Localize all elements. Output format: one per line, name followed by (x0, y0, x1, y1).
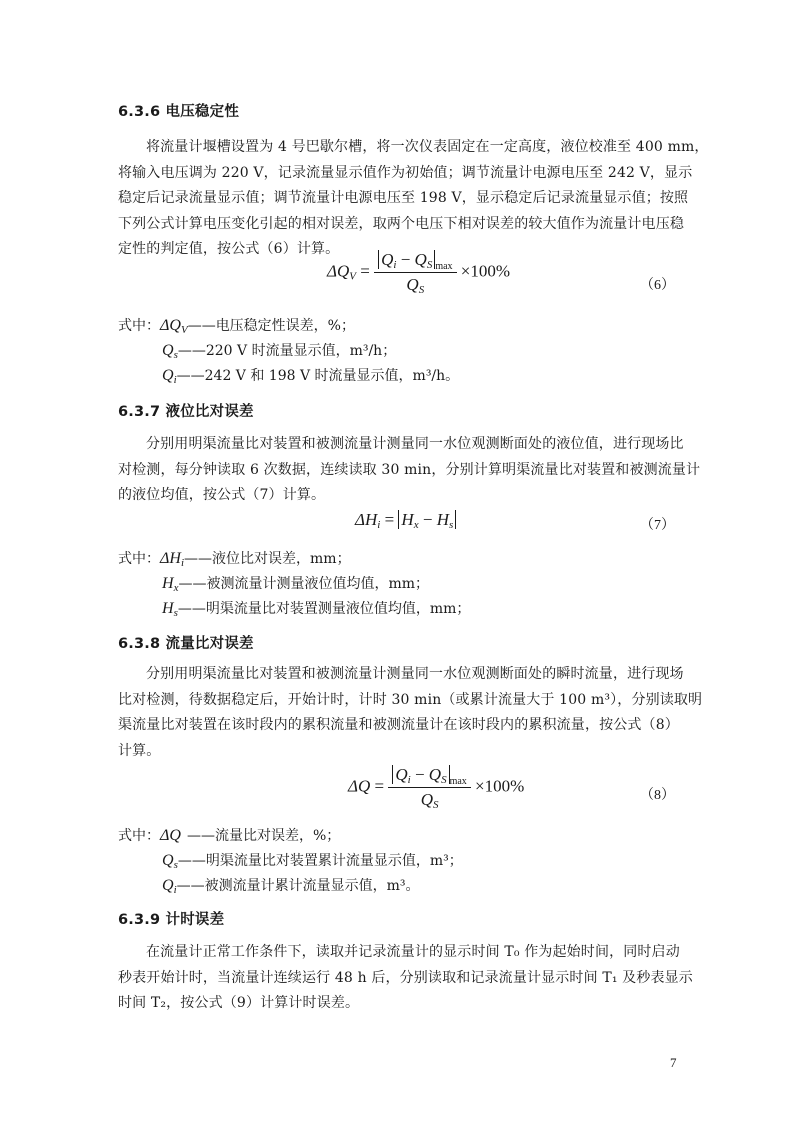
definition-row: $H_x——$被测流量计测量液位值均值，mm； (162, 575, 430, 594)
definition-text: ——明渠流量比对装置测量液位值均值，mm； (177, 601, 471, 617)
definition-text: ——明渠流量比对装置累计流量显示值，m³； (177, 853, 463, 869)
paragraph-line: 秒表开始计时，当流量计连续运行 48 h 后，分别读取和记录流量计显示时间 T₁ 及秒表显示 (118, 969, 693, 986)
definition-row: 式中：ΔQ ——流量比对误差，%； (118, 827, 341, 844)
equation-number-6: （6） (640, 278, 675, 293)
paragraph-line: 将流量计堰槽设置为 4 号巴歇尔槽，将一次仪表固定在一定高度，液位校准至 400 mm， (146, 139, 709, 155)
equation-number-7: （7） (640, 518, 675, 533)
definition-row: 式中：$\Delta H_i——$液位比对误差，mm； (118, 550, 351, 569)
definition-text: ——220 V 时流量显示值，m³/h； (177, 343, 397, 359)
definition-text: ——被测流量计测量液位值均值，mm； (178, 576, 430, 592)
definitions-prefix: 式中： (118, 318, 160, 334)
definition-text: ——液位比对误差，mm； (184, 551, 351, 567)
paragraph-line: 下列公式计算电压变化引起的相对误差，取两个电压下相对误差的较大值作为流量计电压稳 (118, 215, 684, 232)
paragraph-line: 将输入电压调为 220 V，记录流量显示值作为初始值；调节流量计电源电压至 242 V，显示 (118, 164, 693, 181)
section-heading-6-3-6: 6.3.6 电压稳定性 (118, 104, 240, 120)
paragraph-line: 在流量计正常工作条件下，读取并记录流量计的显示时间 T₀ 作为起始时间，同时启动 (146, 944, 680, 960)
page-number: 7 (670, 1055, 677, 1070)
formula-8: ΔQ = $\frac{Q_i - Q_S _{max}}{Q_S}$ ×100% (348, 765, 525, 811)
paragraph-line: 对检测，每分钟读取 6 次数据，连续读取 30 min，分别计算明渠流量比对装置和被测流量计 (118, 461, 701, 478)
section-heading-6-3-9: 6.3.9 计时误差 (118, 912, 225, 928)
definition-row: $Q_s——$明渠流量比对装置累计流量显示值，m³； (162, 852, 463, 871)
section-heading-6-3-7: 6.3.7 液位比对误差 (118, 404, 254, 420)
section-heading-6-3-8: 6.3.8 流量比对误差 (118, 636, 254, 652)
paragraph-line: 时间 T₂，按公式（9）计算计时误差。 (118, 995, 360, 1011)
paragraph-line: 定性的判定值，按公式（6）计算。 (118, 241, 340, 257)
definition-row: $H_s——$明渠流量比对装置测量液位值均值，mm； (162, 600, 471, 619)
paragraph-6-3-6 (118, 135, 709, 263)
definition-text: ——被测流量计累计流量显示值，m³。 (176, 878, 420, 894)
definition-text: ——242 V 和 198 V 时流量显示值，m³/h。 (176, 368, 460, 384)
definition-row: 式中：$\Delta Q_V——$电压稳定性误差，%； (118, 317, 355, 336)
definition-text: ——流量比对误差，%； (186, 828, 341, 844)
paragraph-line: 比对检测，待数据稳定后，开始计时，计时 30 min（或累计流量大于 100 m³），分别读取明 (118, 691, 703, 708)
formula-7: $\Delta H_i = H_x - H_s$ (355, 510, 456, 530)
paragraph-6-3-7 (118, 432, 701, 509)
definitions-prefix: 式中： (118, 828, 160, 844)
equation-number-8: （8） (640, 788, 675, 803)
definitions-prefix: 式中： (118, 551, 160, 567)
paragraph-6-3-8 (118, 662, 703, 764)
paragraph-line: 分别用明渠流量比对装置和被测流量计测量同一水位观测断面处的液位值，进行现场比 (146, 436, 684, 452)
paragraph-line: 计算。 (118, 742, 161, 759)
definition-row: $Q_i——$被测流量计累计流量显示值，m³。 (162, 877, 420, 896)
paragraph-line: 的液位均值，按公式（7）计算。 (118, 487, 326, 503)
paragraph-line: 渠流量比对装置在该时段内的累积流量和被测流量计在该时段内的累积流量，按公式（8） (118, 717, 679, 733)
paragraph-line: 分别用明渠流量比对装置和被测流量计测量同一水位观测断面处的瞬时流量，进行现场 (146, 666, 684, 682)
paragraph-line: 稳定后记录流量显示值；调节流量计电源电压至 198 V，显示稳定后记录流量显示值；按照 (118, 190, 689, 206)
definition-row: $Q_s——220$ V 时流量显示值，m³/h； (162, 342, 397, 361)
definition-row: $Q_i——242$ V 和 198 V 时流量显示值，m³/h。 (162, 367, 460, 386)
paragraph-6-3-9 (118, 940, 693, 1017)
definition-text: ——电压稳定性误差，%； (187, 318, 355, 334)
formula-6: $\Delta Q_V$ = $\frac{Q_i - Q_S _{max}}{Q_S}$ ×100% (327, 250, 511, 296)
